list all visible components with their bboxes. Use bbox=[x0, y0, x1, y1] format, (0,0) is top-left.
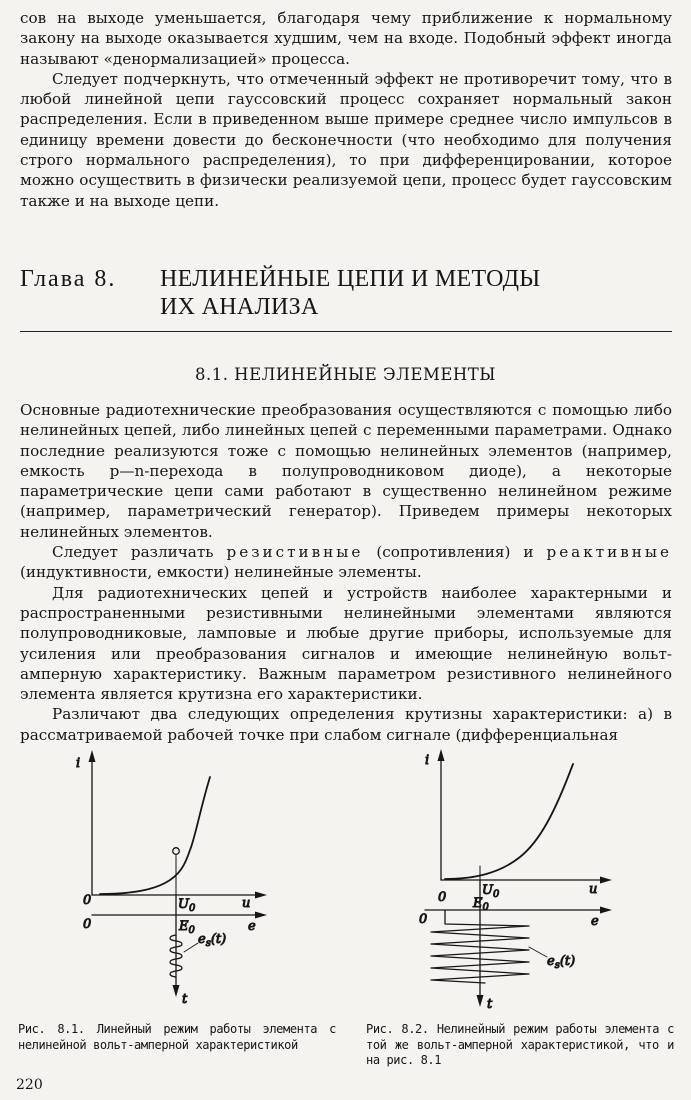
origin-label: 0 bbox=[438, 890, 447, 905]
e-axis-arrowhead bbox=[600, 907, 612, 914]
characteristic-curve bbox=[445, 764, 573, 879]
t-axis-arrowhead bbox=[477, 995, 484, 1007]
figure-8-1 bbox=[70, 745, 270, 1010]
t-label: t bbox=[182, 992, 188, 1007]
figure-8-1-caption: Рис. 8.1. Линейный режим работы элемента с нелинейной вольт-амперной характеристикой bbox=[18, 1022, 336, 1052]
i-label: i bbox=[425, 753, 430, 768]
paragraph: Для радиотехнических цепей и устройств наиболее характерными и распространенными резистивными нелинейными элементами являются полупроводниковые, ламповые и любые другие приборы, используемые для усиления или преобразования сигналов и имеющие нелинейную вольт-амперную характеристику. Важным параметром резистивного нелинейного элемента является крутизна его характеристики. bbox=[20, 583, 672, 704]
t-label: t bbox=[487, 997, 493, 1012]
es-leader bbox=[184, 943, 198, 952]
figure-8-2 bbox=[405, 742, 620, 1018]
e0-label: $E_0$ bbox=[179, 919, 195, 936]
origin-label: 0 bbox=[419, 912, 428, 927]
t-axis-arrowhead bbox=[173, 985, 180, 997]
u-label: u bbox=[242, 896, 251, 911]
i-axis bbox=[89, 750, 96, 895]
e-axis-arrowhead bbox=[255, 912, 267, 919]
i-axis bbox=[438, 749, 445, 880]
paragraph: сов на выходе уменьшается, благодаря чему приближение к нормальному закону на выходе оказывается худшим, чем на входе. Подобный эффект иногда называют «денормализацией» процесса. bbox=[20, 9, 672, 68]
characteristic-curve bbox=[100, 777, 210, 894]
page-number: 220 bbox=[16, 1077, 43, 1093]
spaced-term: резистивные bbox=[226, 543, 364, 562]
es-label: $e_s(t)$ bbox=[547, 954, 576, 971]
operating-point bbox=[173, 848, 180, 855]
chapter-title-line: НЕЛИНЕЙНЫЕ ЦЕПИ И МЕТОДЫ bbox=[160, 266, 541, 292]
paragraph bbox=[20, 542, 672, 583]
u0-label: $U_0$ bbox=[178, 897, 196, 914]
text-run: Следует различать bbox=[52, 543, 227, 562]
origin-label: 0 bbox=[83, 917, 92, 932]
chapter-rule bbox=[20, 331, 672, 332]
top-text bbox=[20, 8, 672, 211]
section-body bbox=[20, 400, 672, 745]
text-run: (индуктивности, емкости) нелинейные элементы. bbox=[20, 563, 422, 582]
origin-label: 0 bbox=[83, 893, 92, 908]
chapter-label: Глава 8. bbox=[20, 266, 117, 292]
paragraph: Следует подчеркнуть, что отмеченный эффект не противоречит тому, что в любой линейной цепи гауссовский процесс сохраняет нормальный закон распределения. Если в приведенном выше примере среднее число импульсов в единицу времени довести до бесконечности (что необходимо для получения строго нормального распределения), то при дифференцировании, которое можно осуществить в физически реализуемой цепи, процесс будет гауссовским также и на выходе цепи. bbox=[20, 69, 672, 210]
figure-8-2-caption: Рис. 8.2. Нелинейный режим работы элемента с той же вольт-амперной характеристикой, что и на рис. 8.1 bbox=[366, 1022, 674, 1067]
chapter-title-line: ИХ АНАЛИЗА bbox=[160, 294, 319, 320]
paragraph: Различают два следующих определения крутизны характеристики: а) в рассматриваемой рабочей точке при слабом сигнале (дифференциальная bbox=[20, 705, 672, 744]
paragraph: Основные радиотехнические преобразования осуществляются с помощью либо нелинейных цепей, либо линейных цепей с переменными параметрами. Однако последние реализуются тоже с помощью нелинейных элементов (например, емкость p—n-перехода в полупроводниковом диоде), а некоторые параметрические цепи сами работают в существенно нелинейном режиме (например, параметрический генератор). Приведем примеры некоторых нелинейных элементов. bbox=[20, 401, 672, 541]
chapter-title bbox=[160, 265, 660, 321]
spaced-term: реактивные bbox=[546, 543, 672, 562]
es-leader bbox=[529, 947, 547, 957]
es-label: $e_s(t)$ bbox=[198, 932, 227, 949]
e-label: e bbox=[591, 914, 599, 929]
section-title: 8.1. НЕЛИНЕЙНЫЕ ЭЛЕМЕНТЫ bbox=[194, 365, 497, 384]
u0-label: $U_0$ bbox=[482, 883, 500, 900]
i-label: i bbox=[76, 756, 81, 771]
e-label: e bbox=[248, 919, 256, 934]
e0-label: $E_0$ bbox=[473, 896, 489, 913]
u-label: u bbox=[589, 882, 598, 897]
text-run: (сопротивления) и bbox=[363, 543, 547, 562]
